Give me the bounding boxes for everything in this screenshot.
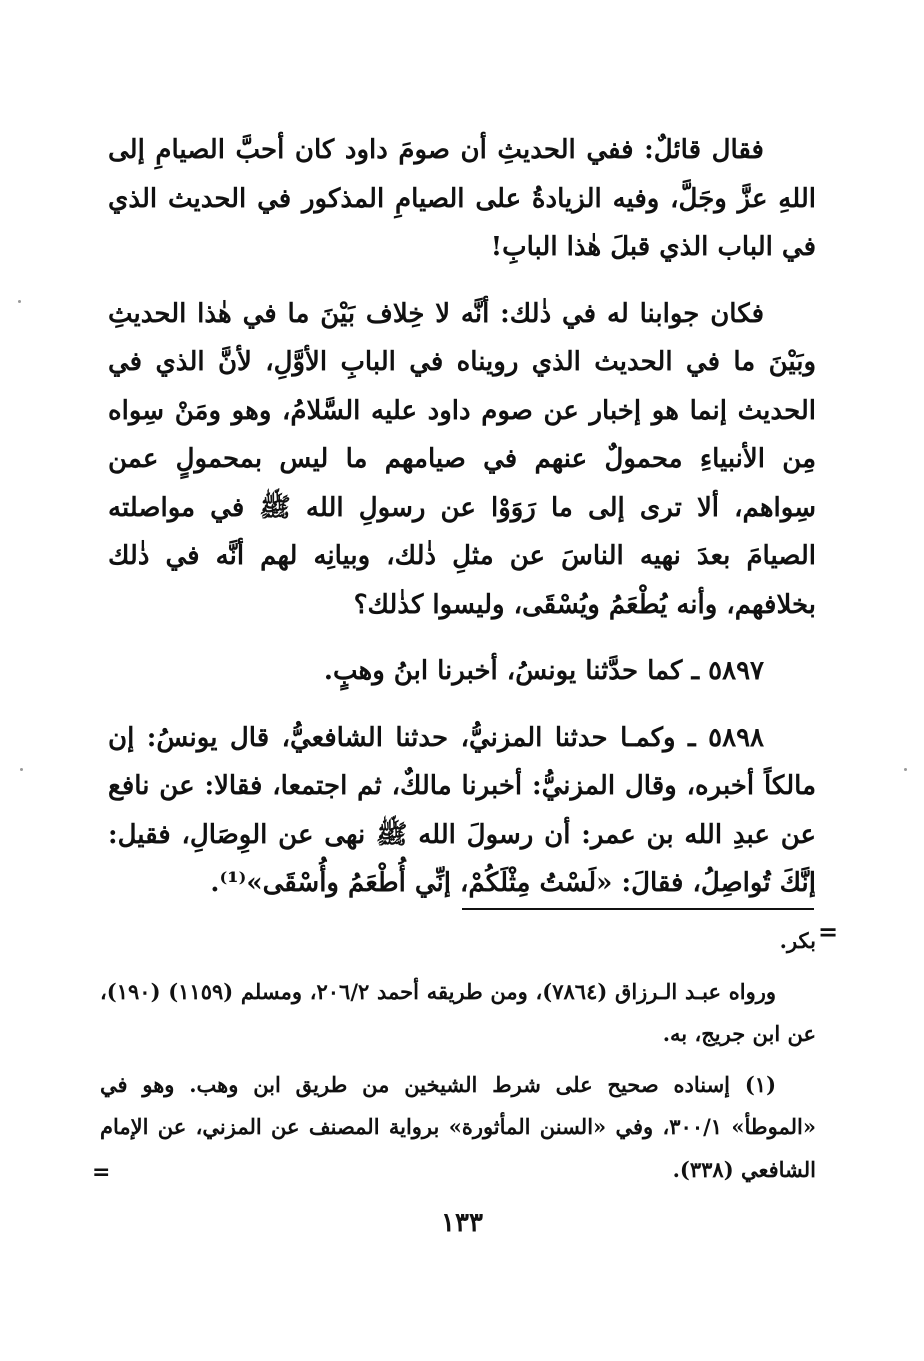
footnote-separator	[462, 908, 814, 910]
paragraph-answer: فكان جوابنا له في ذٰلك: أنَّه لا خِلاف بَيْنَ ما في هٰذا الحديثِ وبَيْنَ ما في الحديث الذي رويناه في البابِ الأوَّلِ، لأنَّ الذي في الحديث إنما هو إخبار عن صوم داود عليه السَّلامُ، وهو ومَنْ سِواه مِن الأنبياءِ محمولٌ عنهم في صيامهم ما ليس بمحمولٍ عمن سِواهم، ألا ترى إلى ما رَوَوْا عن رسولِ الله ﷺ في مواصلته الصيامَ بعدَ نهيه الناسَ عن مثلِ ذٰلك، وبيانِه لهم أنَّه في ذٰلك بخلافهم، وأنه يُطْعَمُ ويُسْقَى، وليسوا كذٰلك؟	[108, 298, 816, 620]
footnote-1: (١) إسناده صحيح على شرط الشيخين من طريق ابن وهب. وهو في «الموطأ» ٣٠٠/١، وفي «السنن المأثورة» برواية المصنف عن المزني، عن الإمام الشافعي (٣٣٨).	[100, 1071, 816, 1182]
footnote-end-marker: =	[92, 1160, 111, 1185]
margin-dot	[904, 768, 907, 771]
main-text	[108, 126, 816, 908]
paragraph-question: فقال قائلٌ: ففي الحديثِ أن صومَ داود كان أحبَّ الصيامِ إلى اللهِ عزَّ وجَلَّ، وفيه الزيادةُ على الصيامِ المذكور في الحديث الذي في الباب الذي قبلَ هٰذا البابِ!	[108, 135, 816, 262]
margin-dot	[20, 768, 23, 771]
footnotes	[100, 920, 816, 1191]
footnote-continuation-marker: =	[818, 918, 839, 946]
footnote-continuation: بكر.	[779, 928, 816, 953]
page-number: ١٣٣	[441, 1208, 483, 1238]
footnote-previous-continued: ورواه عبـد الـرزاق (٧٨٦٤)، ومن طريقه أحمد ٢٠٦/٢، ومسلم (١١٥٩) (١٩٠)، عن ابن جريج، به.	[100, 978, 816, 1046]
margin-dot	[18, 300, 21, 303]
hadith-5898: ٥٨٩٨ ـ وكمـا حدثنا المزنيُّ، حدثنا الشافعيُّ، قال يونسُ: إن مالكاً أخبره، وقال المزنيُّ: أخبرنا مالكٌ، ثم اجتمعا، فقالا: عن نافع عن عبدِ الله بن عمر: أن رسولَ الله ﷺ نهى عن الوِصَالِ، فقيل: إنَّكَ تُواصِلُ، فقالَ: «لَسْتُ مِثْلَكُمْ، إنِّي أُطْعَمُ وأُسْقَى»⁽¹⁾.	[108, 722, 816, 898]
hadith-5897: ٥٨٩٧ ـ كما حدَّثنا يونسُ، أخبرنا ابنُ وهبٍ.	[323, 656, 764, 686]
